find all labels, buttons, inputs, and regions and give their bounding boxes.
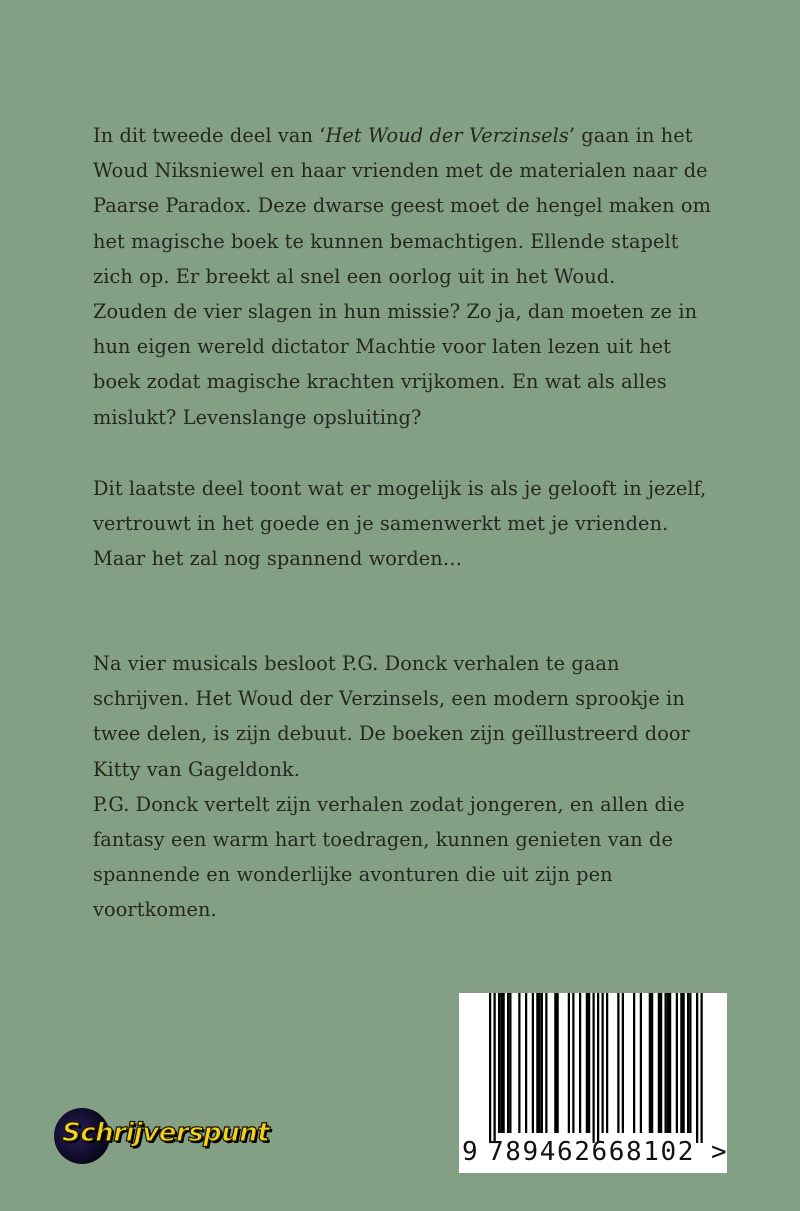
- barcode-bar: [494, 993, 496, 1143]
- barcode-bar: [545, 993, 547, 1133]
- barcode-bar: [586, 993, 588, 1133]
- blurb-line: Zouden de vier slagen in hun missie? Zo ja, dan moeten ze in: [93, 300, 698, 324]
- barcode-bar: [651, 993, 653, 1133]
- blurb-line: vertrouwt in het goede en je samenwerkt met je vrienden.: [93, 512, 669, 536]
- barcode-bar: [489, 993, 491, 1143]
- barcode-bar: [541, 993, 543, 1133]
- barcode-bar: [518, 993, 520, 1133]
- barcode-bar: [554, 993, 556, 1133]
- bio-line: voortkomen.: [93, 898, 217, 922]
- blurb-line: zich op. Er breekt al snel een oorlog uit in het Woud.: [93, 264, 616, 288]
- bio-line: fantasy een warm hart toedragen, kunnen genieten van de: [93, 828, 674, 852]
- barcode-bar: [593, 993, 595, 1143]
- bio-line: twee delen, is zijn debuut. De boeken zijn geïllustreerd door: [93, 722, 690, 746]
- barcode-bar: [683, 993, 685, 1133]
- barcode-bar: [696, 993, 698, 1143]
- barcode-bar: [633, 993, 635, 1133]
- barcode-bar: [676, 993, 678, 1133]
- bio-line: spannende en wonderlijke avonturen die uit zijn pen: [93, 863, 613, 887]
- blurb-line: het magische boek te kunnen bemachtigen. Ellende stapelt: [93, 229, 679, 253]
- barcode-bar: [606, 993, 608, 1133]
- bio-line: Na vier musicals besloot P.G. Donck verhalen te gaan: [93, 652, 620, 675]
- barcode-bar: [509, 993, 511, 1133]
- blurb-line: Paarse Paradox. Deze dwarse geest moet de hengel maken om: [93, 194, 712, 218]
- barcode-bar: [658, 993, 660, 1133]
- bio-line: Kitty van Gageldonk.: [93, 757, 301, 781]
- barcode-bar: [667, 993, 669, 1133]
- barcode-bar: [660, 993, 662, 1133]
- publisher-logo: [52, 1106, 322, 1168]
- barcode-bar: [539, 993, 541, 1133]
- blurb-line: mislukt? Levenslange opsluiting?: [93, 405, 422, 429]
- publisher-name: Schrijverspunt: [62, 1118, 270, 1148]
- barcode-bar: [669, 993, 671, 1133]
- isbn-barcode: [459, 993, 727, 1173]
- isbn-first-digit: 9: [462, 1137, 478, 1167]
- barcode-bar: [622, 993, 624, 1133]
- barcode-bar: [649, 993, 651, 1133]
- book-series-title: Het Woud der Verzinsels: [325, 124, 569, 147]
- barcode-bar: [640, 993, 642, 1133]
- blurb-text: ’ gaan in het: [568, 124, 693, 147]
- barcode-bar: [507, 993, 509, 1133]
- back-cover-blurb-paragraph-1: [93, 118, 733, 435]
- barcode-bar: [687, 993, 689, 1133]
- barcode-bar: [579, 993, 581, 1133]
- barcode-bar: [617, 993, 619, 1133]
- blurb-text: In dit tweede deel van ‘: [93, 124, 326, 147]
- bio-line: P.G. Donck vertelt zijn verhalen zodat jongeren, en allen die: [93, 792, 685, 816]
- barcode-bars: [459, 993, 727, 1143]
- quiet-zone-marker: >: [711, 1137, 727, 1167]
- barcode-bar: [532, 993, 534, 1133]
- isbn-number: 789462668102: [488, 1137, 696, 1167]
- bio-line: schrijven. Het Woud der Verzinsels, een modern sprookje in: [93, 687, 685, 711]
- blurb-line: [93, 118, 733, 153]
- back-cover-blurb-paragraph-2: [93, 471, 733, 577]
- isbn-digits: [459, 1137, 727, 1171]
- barcode-bar: [525, 993, 527, 1133]
- barcode-bar: [602, 993, 604, 1133]
- blurb-line: hun eigen wereld dictator Machtie voor laten lezen uit het: [93, 335, 671, 359]
- barcode-bar: [572, 993, 574, 1133]
- blurb-line: Woud Niksniewel en haar vrienden met de materialen naar de: [93, 159, 708, 183]
- author-bio: [93, 646, 733, 928]
- blurb-line: Maar het zal nog spannend worden…: [93, 547, 463, 571]
- barcode-bar: [536, 993, 538, 1133]
- barcode-bar: [689, 993, 691, 1133]
- barcode-bar: [500, 993, 502, 1133]
- barcode-bar: [701, 993, 703, 1143]
- barcode-bar: [498, 993, 500, 1133]
- blurb-line: boek zodat magische krachten vrijkomen. En wat als alles: [93, 370, 667, 394]
- barcode-bar: [665, 993, 667, 1133]
- barcode-bar: [680, 993, 682, 1133]
- barcode-bar: [588, 993, 590, 1133]
- barcode-bar: [557, 993, 559, 1133]
- barcode-bar: [597, 993, 599, 1143]
- barcode-bar: [568, 993, 570, 1133]
- barcode-bar: [503, 993, 505, 1133]
- blurb-line: Dit laatste deel toont wat er mogelijk is als je gelooft in jezelf,: [93, 477, 707, 500]
